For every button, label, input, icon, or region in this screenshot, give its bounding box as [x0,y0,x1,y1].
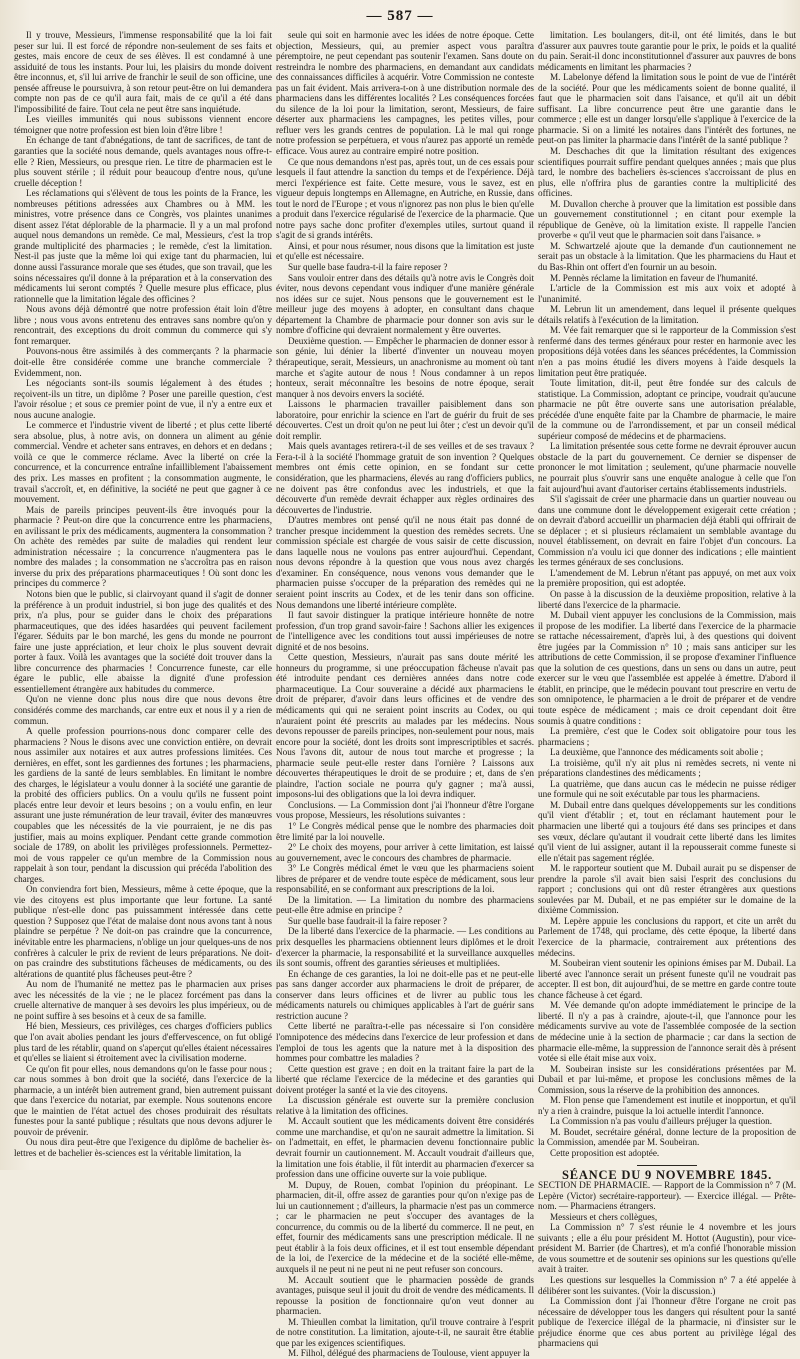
paragraph: De la liberté dans l'exercice de la pharmacie. — Les conditions au prix desquelles les pharmaciens obtiennent leurs diplômes et le droit d'exercer la pharmacie, la responsabilité et la surveillance auxquelles ils sont soumis, offrent des garanties sérieuses et multipliées. [276,926,534,969]
paragraph: La deuxième, que l'annonce des médicaments soit abolie ; [550,747,764,758]
paragraph: M. Deschaches dit que la limitation résultant des exigences scientifiques pourrait suffire pendant quelques années ; mais que plus tard, le nombre des bacheliers ès-sciences s'accroissant de plus en plus, elle n'offrira plus de garanties contre la multiplicité des officines. [538,146,796,199]
column-middle [276,30,534,1359]
paragraph: La quatrième, que dans aucun cas le médecin ne puisse rédiger une formule qui ne soit exécutable par tous les pharmaciens. [538,778,796,800]
paragraph: Les vieilles immunités qui nous subissons viennent encore témoigner que notre profession est bien loin d'être libre ! [14,114,272,135]
paragraph: La troisième, qu'il n'y ait plus ni remèdes secrets, ni vente ni préparations clandestines des médicaments ; [538,757,796,779]
paragraph: M. le rapporteur soutient que M. Dubail aurait pu se dispenser de prendre la parole s'il avait bien saisi l'esprit des conclusions du rapport ; conclusions qui ont dû rester étrangères aux questions soulevées par M. Dubail, et ne pas empiéter sur le domaine de la dixième Commission. [538,863,796,916]
paragraph: M. Labelonye défend la limitation sous le point de vue de l'intérêt de la société. Pour que les médicaments soient de bonne qualité, il faut que le pharmacien soit dans l'aisance, et qu'il ait un débit suffisant. La libre concurrence peut être une garantie dans le commerce ; elle est un danger lorsqu'elle s'applique à l'exercice de la pharmacie. Si on a limité les notaires dans l'intérêt des fortunes, ne peut-on pas limiter la pharmacie dans l'intérêt de la santé publique ? [538,72,796,146]
paragraph: Ainsi, et pour nous résumer, nous disons que la limitation est juste et qu'elle est nécessaire. [276,240,534,262]
paragraph: La discussion générale est ouverte sur la première conclusion relative à la limitation des officines. [276,1095,534,1116]
paragraph: Laissons le pharmacien travailler paisiblement dans son laboratoire, pour enrichir la science en l'art de guérir du fruit de ses découvertes. C'est un droit qu'on ne peut lui ôter ; c'est un devoir qu'il doit remplir. [276,399,534,441]
paragraph: Qu'on ne vienne donc plus nous dire que nous devons être considérés comme des marchands, car entre eux et nous il y a rien de commun. [14,694,272,726]
paragraph: seule qui soit en harmonie avec les idées de notre époque. Cette objection, Messieurs, qui, au premier aspect vous paraîtra péremptoire, ne peut cependant pas soutenir l'examen. Sans doute on restreindra le nombre des pharmaciens, en demandant aux candidats des connaissances difficiles à acquérir. Votre Commission ne conteste pas un fait évident. Mais arrivera-t-on à une distribution normale des pharmaciens dans les différentes localités ? Les conséquences forcées du silence de la loi pour la limitation, seront, Messieurs, de faire déserter aux pharmaciens les campagnes, les petites villes, pour refluer vers les grands centres de population. Là le mal qui ronge notre profession se perpétuera, et vous n'aurez pas apporté un remède efficace. Vous aurez au contraire empiré notre position. [276,30,534,157]
paragraph: D'autres membres ont pensé qu'il ne nous était pas donné de trancher presque incidemment la question des remèdes secrets. Une commission spéciale est chargée de vous saisir de cette discussion, dans laquelle nous ne voulons pas entrer aujourd'hui. Cependant, nous devons répondre à la question que vous nous avez chargés d'examiner. En conséquence, nous venons vous demander que le pharmacien puisse s'occuper de la préparation des remèdes qui ne seraient point inscrits au Codex, et de les tenir dans son officine. Nous demandons une liberté intérieure complète. [276,515,534,610]
paragraph: Cette question est grave ; en doit en la traitant faire la part de la liberté que réclame l'exercice de la médecine et des garanties qui doivent protéger la santé et la vie des citoyens. [276,1063,534,1095]
paragraph: Conclusions. — La Commission dont j'ai l'honneur d'être l'organe vous propose, Messieurs, les résolutions suivantes : [276,799,534,821]
paragraph: Sans vouloir entrer dans des détails qu'à notre avis le Congrès doit éviter, nous devons cependant vous indiquer d'une manière générale nos idées sur ce sujet. Nous pensons que le gouvernement est le meilleur juge des moyens à adopter, en consultant dans chaque département la Chambre de pharmacie pour donner son avis sur le nombre d'officine qui devraient normalement y être ouvertes. [276,272,534,336]
paragraph: Les réclamations qui s'élèvent de tous les points de la France, les nombreuses pétitions adressées aux Chambres ou à MM. les ministres, votre présence dans ce Congrès, vos plaintes unanimes disent assez l'état déplorable de la pharmacie. Il y a un mal profond auquel nous demandons un remède. Ce mal, Messieurs, c'est la trop grande multiplicité des pharmacies ; le remède, c'est la limitation. Nest-il pas juste que la même loi qui exige tant du pharmacien, lui donne aussi l'assurance morale que ses études, que son travail, que les soins nécessaires qu'il donne à la préparation et à la conservation des médicaments lui seront comptés ? Quelle mesure plus efficace, plus rationnelle que la limitation légale des officines ? [14,188,272,304]
text-columns [14,30,796,1359]
paragraph: M. Lepère appuie les conclusions du rapport, et cite un arrêt du Parlement de 1748, qui proclame, dès cette époque, la liberté dans l'exercice de la pharmacie, contrairement aux prétentions des médecins. [538,915,796,958]
paragraph: L'article de la Commission est mis aux voix et adopté à l'unanimité. [538,283,796,304]
paragraph: Hé bien, Messieurs, ces privilèges, ces charges d'officiers publics que l'on avait abolies pendant les jours d'effervescence, on fut obligé plus tard de les rétablir, quand on s'aperçut qu'elles étaient nécessaires et qu'elles se liaient si étroitement avec la civilisation moderne. [14,1021,272,1064]
paragraph: M. Accault soutient que le pharmacien possède de grands avantages, puisque seul il jouit du droit de vendre des médicaments. Il repousse la position de fonctionnaire qu'on veut donner au pharmacien. [276,1274,534,1317]
paragraph: M. Dupuy, de Rouen, combat l'opinion du préopinant. Le pharmacien, dit-il, offre assez de garanties pour qu'on n'exige pas de lui un cautionnement ; d'ailleurs, la pharmacie n'est pas un commerce ; car le pharmacien ne peut s'occuper des avantages de la concurrence, du commis ou de la liberté du commerce. Il ne peut, en effet, fournir des médicaments sans une prescription médicale. Il ne peut établir à la fois deux officines, et il est tout ensemble dépendant de la loi, de l'exercice de la médecine et de la société elle-même, auxquels il ne peut ni ne peut ni ne peut refuser son concours. [276,1179,534,1274]
page-number: — 587 — [366,8,434,24]
session-heading: SECTION DE PHARMACIE. — Rapport de la Commission n° 7 (M. Lepère (Victor) secrétaire-rapporteur). — Exercice illégal. — Prête-nom. — Pharmaciens étrangers. [538,1180,796,1212]
paragraph: La Commission n'a pas voulu d'ailleurs préjuger la question. [550,1116,772,1127]
paragraph: On conviendra fort bien, Messieurs, même à cette époque, que la vie des citoyens est plus importante que leur fortune. La santé publique n'est-elle donc pas puissamment intéressée dans cette question ? Supposez que l'état de malaise dont nous avons tant à nous plaindre se perpétue ? Ne doit-on pas craindre que la concurrence, inévitable entre les pharmaciens, n'oblige un jour quelques-uns de nos confrères à calculer le prix de revient de leurs préparations. Ne doit-on pas craindre des substitutions fâcheuses de médicaments, ou des altérations de quantité plus fâcheuses peut-être ? [14,884,272,979]
section-divider [637,1165,697,1166]
paragraph: M. Thieullen combat la limitation, qu'il trouve contraire à l'esprit de notre constitution. La limitation, ajoute-t-il, ne saurait être établie que par les exigences scientifiques. [276,1316,534,1348]
paragraph: M. Soubeiran vient soutenir les opinions émises par M. Dubail. La liberté avec l'annonce serait un présent funeste qu'il ne voudrait pas accepter. Il est bon, dit aujourd'hui, de se mettre en garde contre toute chance fâcheuse à cet égard. [538,958,796,1000]
paragraph: La Commission n° 7 s'est réunie le 4 novembre et les jours suivants ; elle a élu pour président M. Hottot (Augustin), pour vice-président M. Barrier (de Chartres), et m'a confié l'honorable mission de vous soumettre et de soutenir ses opinions sur les questions qu'elle avait à traiter. [538,1222,796,1275]
paragraph: Ce que nous demandons n'est pas, après tout, un de ces essais pour lesquels il faut attendre la sanction du temps et de l'expérience. Déjà merci l'expérience est faite. Cette mesure, vous le savez, est en vigueur depuis longtemps en Allemagne, en Autriche, en Russie, dans tout le nord de l'Europe ; et vous n'ignorez pas non plus le bien qu'elle a produit dans l'exercice régularisé de l'exercice de la pharmacie. Que notre pays sache donc profiter d'exemples utiles, surtout quand il s'agit de si grands intérêts. [276,156,534,241]
paragraph: M. Dubail vient appuyer les conclusions de la Commission, mais il propose de les modifier. La liberté dans l'exercice de la pharmacie se rattache nécessairement, d'après lui, à des questions qui doivent être jugées par la Commission n° 10 ; mais sans anticiper sur les attributions de cette Commission, il se propose d'examiner l'influence que la solution de ces questions, dans un sens ou dans un autre, peut exercer sur le vœu que l'assemblée est appelée à émettre. D'abord il établit, en principe, que le médecin pouvant tout prescrire en vertu de son omnipotence, le pharmacien a le droit de préparer et de vendre toute espèce de médicament ; mais ce droit cependant doit être soumis à quatre conditions : [538,610,796,726]
paragraph: On passe à la discussion de la deuxième proposition, relative à la liberté dans l'exercice de la pharmacie. [538,588,796,610]
paragraph: Deuxième question. — Empêcher le pharmacien de donner essor à son génie, lui dénier la liberté d'inventer un nouveau moyen thérapeutique, serait, Messieurs, un anachronisme au moment où tant marche et s'agite autour de nous ! Nous condamner à un repos honteux, serait méconnaître les besoins de notre époque, serait manquer à nos devoirs envers la société. [276,335,534,399]
paragraph: M. Lebrun lit un amendement, dans lequel il présente quelques détails relatifs à l'exécution de la limitation. [538,304,796,325]
session-title: SÉANCE DU 9 NOVEMBRE 1845. [561,1167,773,1182]
column-right-first-part [538,30,796,1159]
paragraph: M. Dubail entre dans quelques développements sur les conditions qu'il vient d'établir ; et, tout en réclamant hautement pour le pharmacien une liberté qui a toujours été dans ses principes et dans ses vœux, déclare qu'autant il voudrait cette liberté dans les limites qu'il vient de lui assigner, autant il la repousserait comme funeste si elle n'était pas sagement réglée. [538,799,796,863]
paragraph: M. Soubeiran insiste sur les considérations présentées par M. Dubail et par lui-même, et propose les conclusions mêmes de la Commission, sous la réserve de la prohibition des annonces. [538,1063,796,1095]
paragraph: La Commission dont j'ai l'honneur d'être l'organe ne croit pas nécessaire de développer tous les dangers qui résultent pour la santé publique de l'exercice illégal de la pharmacie, ni d'insister sur le préjudice énorme que ces abus portent au privilège légal des pharmaciens qui [538,1296,796,1349]
paragraph: Les questions sur lesquelles la Commission n° 7 a été appelée à délibérer sont les suivantes. (Voir la discussion.) [538,1274,796,1296]
paragraph: Mais quels avantages retirera-t-il de ses veilles et de ses travaux ? Fera-t-il à la société l'hommage gratuit de son invention ? Quelques membres ont émis cette opinion, en se fondant sur cette considération, que les pharmaciens, élevés au rang d'officiers publics, ne doivent pas être confondus avec les industriels, et que la découverte d'un remède devrait échapper aux règles ordinaires des découvertes de l'industrie. [276,441,534,515]
paragraph: M. Schwartzelé ajoute que la demande d'un cautionnement ne serait pas un obstacle à la limitation. Que les pharmaciens du Haut et du Bas-Rhin ont offert d'en fournir un au besoin. [538,240,796,273]
paragraph: Au nom de l'humanité ne mettez pas le pharmacien aux prises avec les nécessités de la vie ; ne le placez forcément pas dans la cruelle alternative de manquer à ses devoirs les plus impérieux, ou de ne point suffire à ses besoins et à ceux de sa famille. [14,979,272,1021]
paragraph: Nous avons déjà démontré que notre profession était loin d'être libre ; nous vous avons entretenu des entraves sans nombre qu'on y rencontrait, des exceptions du droit commun du commerce qui s'y font remarquer. [14,304,272,346]
paragraph: L'amendement de M. Lebrun n'étant pas appuyé, on met aux voix la première proposition, qui est adoptée. [538,567,796,589]
paragraph: Il y trouve, Messieurs, l'immense responsabilité que la loi fait peser sur lui. Il est forcé de répondre non-seulement de ses faits et gestes, mais encore de ceux de ses élèves. Il est condamné à une assiduité de tous les instants. Pour lui, les plaisirs du monde doivent être inconnus, et, s'il lui arrive de franchir le seuil de son officine, une pensée affreuse le poursuivra, à son retour peut-être on lui demandera compte non pas de ce qu'il aura fait, mais de ce qu'il a été dans l'impossibilité de faire. Tout cela ne peut être sans inquiétude. [14,30,272,114]
paragraph: Ce qu'on fit pour elles, nous demandons qu'on le fasse pour nous ; car nous sommes à bon droit que la société, dans l'exercice de la pharmacie, a un intérêt bien autrement grand, bien autrement puissant que dans l'exercice du notariat, par exemple. Nous soutenons encore que le maintien de l'état actuel des choses produirait des résultats funestes pour la santé publique ; résultats que nous devons adjurer le pouvoir de prévenir. [14,1063,272,1137]
column-right [538,30,796,1359]
paragraph: Toute limitation, dit-il, peut être fondée sur des calculs de statistique. La Commission, adoptant ce principe, voudrait qu'aucune pharmacie ne pût être ouverte sans une autorisation préalable, précédée d'une enquête faite par la Chambre de pharmacie, le maire de la commune ou de l'arrondissement, et par un conseil médical supérieur composé de médecins et de pharmaciens. [538,378,796,441]
paragraph: limitation. Les boulangers, dit-il, ont été limités, dans le but d'assurer aux pauvres toute garantie pour le prix, le poids et la qualité du pain. Serait-il donc inconstitutionnel d'assurer aux pauvres de bons médicaments en limitant les pharmacies ? [538,30,796,72]
paragraph: La première, c'est que le Codex soit obligatoire pour tous les pharmaciens ; [538,726,796,747]
paragraph: 3° Le Congrès médical émet le vœu que les pharmaciens soient libres de préparer et de vendre toute espèce de médicament, sous leur responsabilité, en se conformant aux prescriptions de la loi. [276,863,534,895]
paragraph: La limitation présentée sous cette forme ne devrait éprouver aucun obstacle de la part du gouvernement. Ce dernier se dispenser de prononcer le mot limitation ; seulement, qu'une pharmacie nouvelle ne pourrait plus s'ouvrir sans une enquête analogue à celle que l'on fait aujourd'hui avant d'autoriser certains établissements industriels. [538,441,796,494]
paragraph: En échange de ces garanties, la loi ne doit-elle pas et ne peut-elle pas sans danger accorder aux pharmaciens le droit de préparer, de conserver dans leurs officines et de livrer au public tous les médicaments naturels ou chimiques applicables à l'art de guérir sans restriction aucune ? [276,968,534,1021]
paragraph: De la limitation. — La limitation du nombre des pharmaciens peut-elle être admise en principe ? [276,894,534,916]
paragraph: En échange de tant d'abnégations, de tant de sacrifices, de tant de garanties que la société nous demande, quels avantages nous offre-t-elle ? Rien, Messieurs, ou presque rien. Le titre de pharmacien est le plus souvent stérile ; il réduit pour beaucoup d'entre nous, qu'une cruelle déception ! [14,135,272,188]
paragraph: Cette proposition est adoptée. [550,1147,660,1158]
paragraph: Sur quelle base faudrait-il la faire reposer ? [288,915,447,926]
paragraph: Mais de pareils principes peuvent-ils être invoqués pour la pharmacie ? Peut-on dire que la concurrence entre les pharmaciens, en avilissant le prix des médicaments, augmentera la consommation ? On achète des remèdes par suite de maladies qui rendent leur administration nécessaire ; la concurrence n'augmentera pas le nombre des malades ; la consommation ne s'accroîtra pas en raison inverse du prix des préparations pharmaceutiques ! Où sont donc les principes du commerce ? [14,504,272,589]
paragraph: A quelle profession pourrions-nous donc comparer celle des pharmaciens ? Nous le disons avec une conviction entière, on devrait nous assimiler aux notaires et aux autres professions limitées. Ces dernières, en effet, sont les gardiennes des fortunes ; les pharmaciens, les gardiens de la santé de leurs semblables. En limitant le nombre des charges, le législateur a voulu donner à la société une garantie de la probité des officiers publics. On a voulu qu'ils ne fussent point placés entre leur devoir et leurs besoins ; on a voulu enfin, en leur assurant une juste rémunération de leur travail, éviter des manœuvres coupables que les nécessités de la vie pourraient, je ne dis pas justifier, mais au moins expliquer. Pendant cette grande commotion sociale de 1789, on abolit les privilèges professionnels. Permettez-moi de vous rappeler ce qu'un membre de la Commission nous rappelait à son tour, pendant la discussion qui précéda l'abolition des charges. [14,726,272,884]
paragraph: M. Accault soutient que les médicaments doivent être considérés comme une marchandise, et qu'on ne saurait admettre la limitation. Si on l'admettait, en effet, le pharmacien devenu fonctionnaire public devrait fournir un cautionnement. M. Accault voudrait d'ailleurs que, la limitation une fois établie, il fût interdit au pharmacien d'exercer sa profession dans une officine ouverte sur la voie publique. [276,1116,534,1180]
paragraph: M. Vée demande qu'on adopte immédiatement le principe de la liberté. Il n'y a pas à craindre, ajoute-t-il, que l'annonce pour les médicaments survive au vote de l'assemblée composée de la section de médecine unie à la section de pharmacie ; car dans la section de pharmacie elle-même, la suppression de l'annonce serait dès à présent votée si elle était mise aux voix. [538,1000,796,1064]
paragraph: Cette question, Messieurs, n'aurait pas sans doute mérité les honneurs du programme, si une préoccupation fâcheuse n'avait pas été introduite pendant ces dernières années dans notre code pharmaceutique. La Cour souveraine a décidé aux pharmaciens le droit de préparer, d'avoir dans leurs officines et de vendre des médicaments qui qui ne seraient point inscrits au Codex, ou qui n'auraient point été prescrits au malades par les médecins. Nous devons repousser de pareils principes, non-seulement pour nous, mais encore pour la société, dont les droits sont imprescriptibles et sacrés. Nous l'avons dit, autour de nous tout marche et progresse ; la pharmacie seule peut-elle rester dans l'ornière ? Laissons aux découvertes thérapeutiques le droit de se produire ; et, dans de s'en plaindre, l'action sociale ne pourra qu'y gagner ; ma'à aussi, imposons-lui des obligations que la loi devra indiquer. [276,652,534,800]
paragraph: Cette liberté ne paraîtra-t-elle pas nécessaire si l'on considère l'omnipotence des médecins dans l'exercice de leur profession et dans l'emploi de tous les agents que la nature met à la disposition des hommes pour combattre les maladies ? [276,1021,534,1064]
paragraph: Pouvons-nous être assimilés à des commerçants ? la pharmacie doit-elle être considérée comme une branche commerciale ? Evidemment, non. [14,346,272,378]
paragraph: S'il s'agissait de créer une pharmacie dans un quartier nouveau ou dans une commune dont le développement exigerait cette création ; on devrait d'abord accueillir un pharmacien déjà établi qui offrirait de se déplacer ; et si plusieurs réclamaient un semblable avantage du nouvel établissement, on devrait en faire l'objet d'un concours. La Commission n'a voulu ici que donner des indications ; elle maintient les termes généraux de ses conclusions. [538,494,796,568]
paragraph: 2° Le choix des moyens, pour arriver à cette limitation, est laissé au gouvernement, avec le concours des chambres de pharmacie. [276,842,534,863]
paragraph: Sur quelle base faudra-t-il la faire reposer ? [288,262,448,273]
paragraph: M. Flon pense que l'amendement est inutile et inopportun, et qu'il n'y a rien à craindre, puisque la loi actuelle interdit l'annonce. [538,1095,796,1116]
paragraph: Messieurs et chers collègues, [550,1211,658,1222]
paragraph: Il faut savoir distinguer la pratique intérieure honnête de notre profession, d'un trop grand savoir-faire ! Sachons allier les exigences de l'intelligence avec les conditions tout aussi impérieuses de notre dignité et de nos besoins. [276,610,534,652]
paragraph: M. Filhol, délégué des pharmaciens de Toulouse, vient appuyer la [288,1348,530,1359]
paragraph: 1° Le Congrès médical pense que le nombre des pharmacies doit être limité par la loi nouvelle. [276,821,534,842]
paragraph: M. Vée fait remarquer que si le rapporteur de la Commission s'est renfermé dans des termes généraux pour rester en harmonie avec les propositions déjà votées dans les séances précédentes, la Commission n'en a pas moins étudié les divers moyens à l'aide desquels la limitation peut être pratiquée. [538,325,796,378]
paragraph: M. Duvallon cherche à prouver que la limitation est possible dans un gouvernement constitutionnel ; en citant pour exemple la république de Genève, où la limitation existe. Il rappelle l'ancien proverbe « qu'il veut que le pharmacien soit dans l'aisance. » [538,198,796,241]
paragraph: Le commerce et l'industrie vivent de liberté ; et plus cette liberté sera absolue, plus, à notre avis, on donnera un aliment au génie commercial. Vendre et acheter sans entraves, en dehors et en dedans ; voilà ce que le commerce réclame. Avec la liberté on crée la concurrence, et la concurrence entraîne infailliblement l'abaissement des prix. Les masses en profitent ; la consommation augmente, le travail s'accroît, et, en définitive, la société ne peut que gagner à ce mouvement. [14,420,272,505]
paragraph: Les négociants sont-ils soumis légalement à des études ; reçoivent-ils un titre, un diplôme ? Poser une pareille question, c'est l'avoir résolue ; et sous ce premier point de vue, il n'y a entre eux et nous aucune analogie. [14,378,272,420]
paragraph: M. Pennès réclame la limitation en faveur de l'humanité. [550,272,758,283]
paragraph: Notons bien que le public, si clairvoyant quand il s'agit de donner la préférence à un produit industriel, si bon juge des qualités et des prix, n'a plus, pour se guider dans le choix des préparations pharmaceutiques, que des idées hasardées qui peuvent facilement l'égarer. Séduits par le bon marché, les gens du monde ne pourront faire une juste appréciation, et leur choix le plus souvent devrait porter à faux. Voilà les avantages que la société doit trouver dans la libre concurrence des pharmacies ! Concurrence funeste, car elle égare le public, elle abaisse la dignité d'une profession essentiellement étrangère aux habitudes du commerce. [14,588,272,694]
column-left [14,30,272,1359]
paragraph: Ou nous dira peut-être que l'exigence du diplôme de bachelier ès-lettres et de bachelier ès-sciences est la véritable limitation, la [14,1137,272,1158]
column-right-second-part [538,1212,796,1349]
paragraph: M. Boudet, secrétaire général, donne lecture de la proposition de la Commission, amendée par M. Soubeiran. [538,1126,796,1148]
